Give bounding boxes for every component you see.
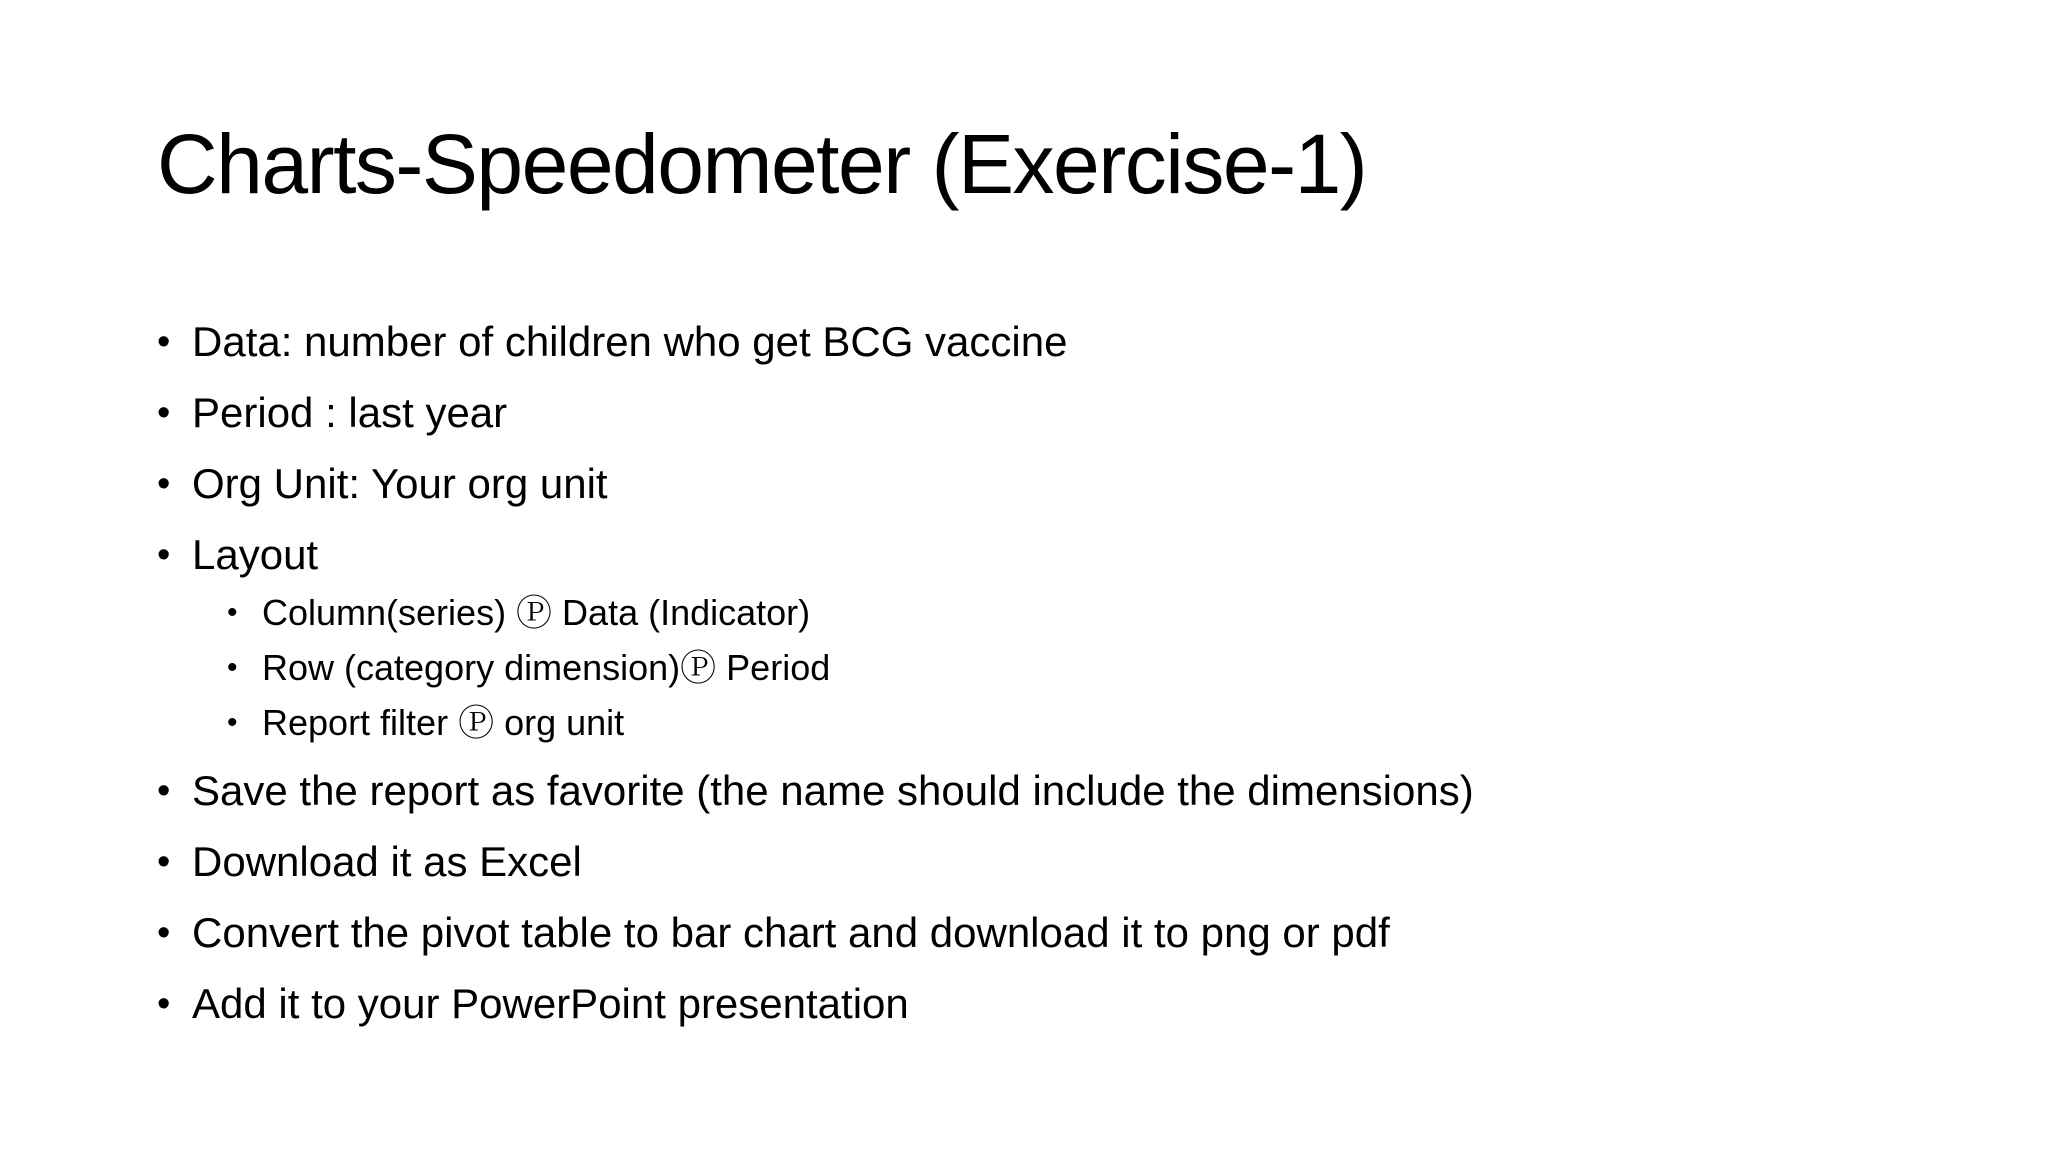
- sub-bullet-row: • Row (category dimension)Ⓟ Period: [227, 645, 2047, 700]
- bullet-add-powerpoint: • Add it to your PowerPoint presentation: [157, 976, 1977, 1047]
- bullet-org-unit: • Org Unit: Your org unit: [157, 456, 1977, 527]
- bullet-layout: • Layout: [157, 527, 1977, 598]
- sub-bullet-report-filter: • Report filter Ⓟ org unit: [227, 700, 2047, 755]
- bullet-save-favorite: • Save the report as favorite (the name should include the dimensions): [157, 763, 1977, 834]
- layout-sub-list: [227, 590, 2047, 755]
- bullet-list: [157, 314, 1977, 1047]
- slide-title: Charts-Speedometer (Exercise-1): [157, 117, 1367, 211]
- sub-bullet-column: • Column(series) Ⓟ Data (Indicator): [227, 590, 2047, 645]
- bullet-download-excel: • Download it as Excel: [157, 834, 1977, 905]
- bullet-convert-chart: • Convert the pivot table to bar chart and download it to png or pdf: [157, 905, 1977, 976]
- bullet-period: • Period : last year: [157, 385, 1977, 456]
- bullet-data: • Data: number of children who get BCG vaccine: [157, 314, 1977, 385]
- layout-sub-list-wrap: [157, 590, 1977, 755]
